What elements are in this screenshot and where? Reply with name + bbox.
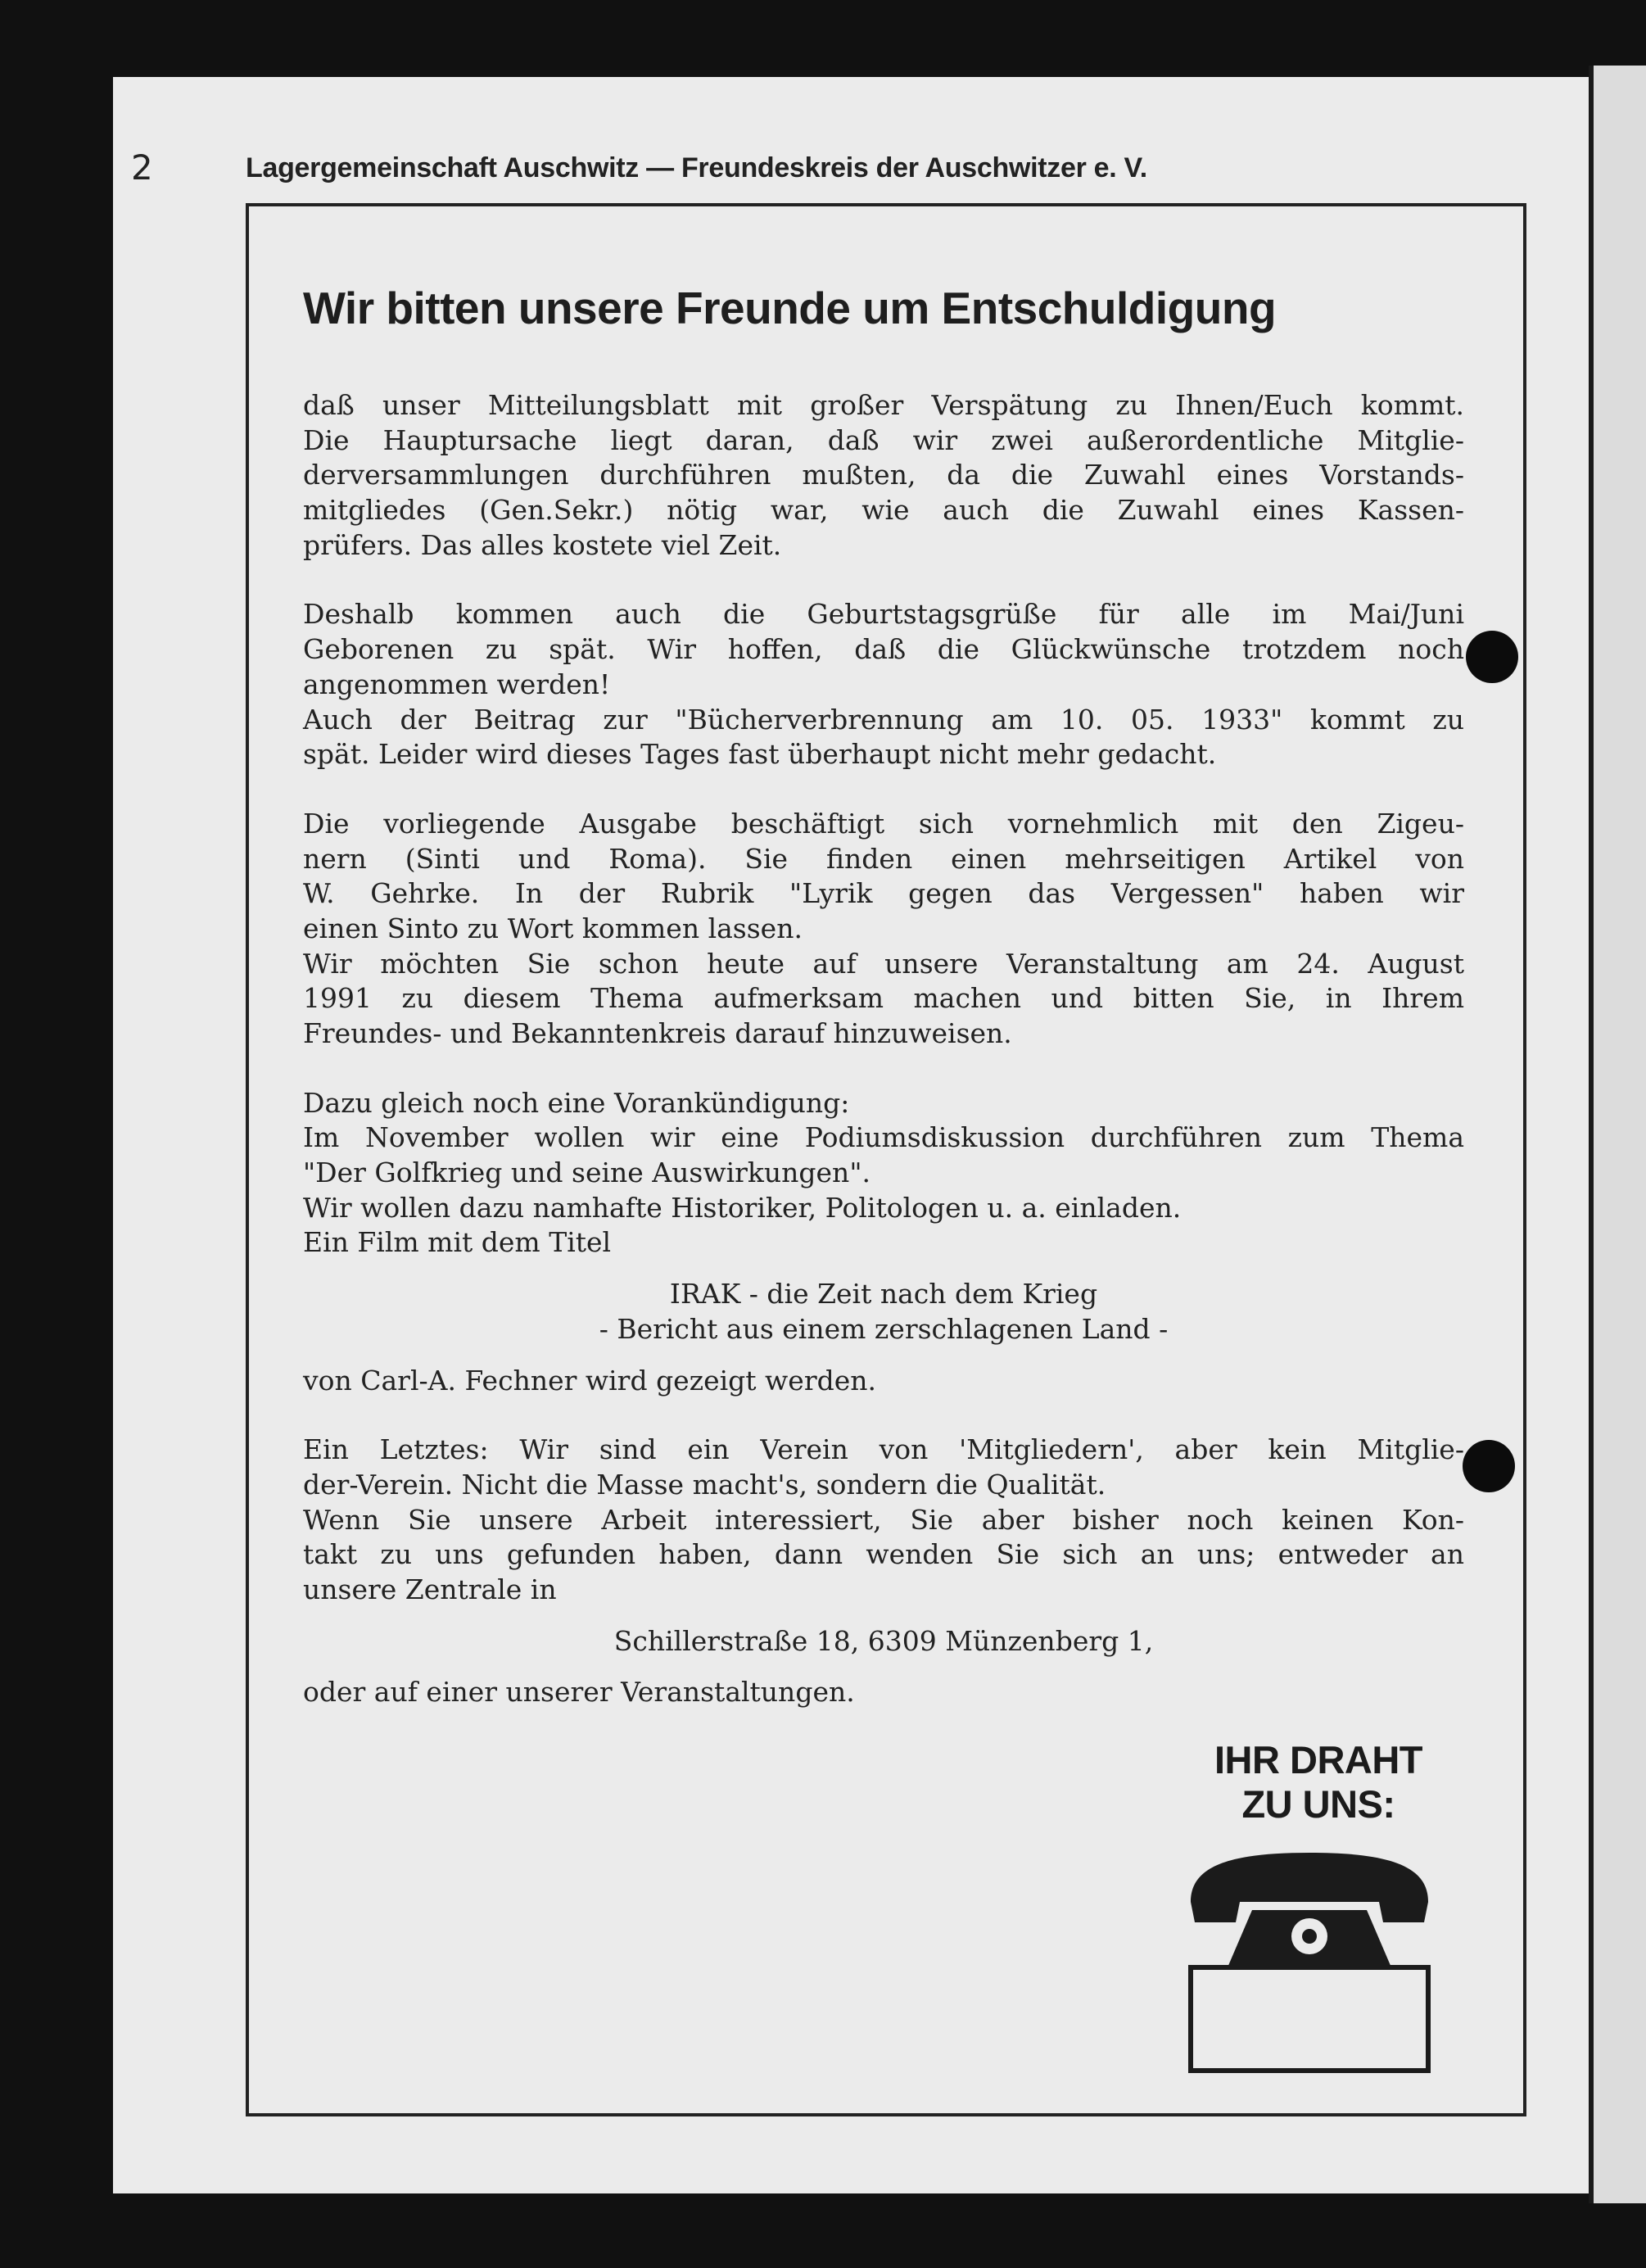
contact-line-1: IHR DRAHT: [1214, 1738, 1422, 1781]
contact-heading: [1171, 1738, 1466, 1827]
text-line: Wir möchten Sie schon heute auf unsere Veranstaltung am 24. August: [303, 947, 1464, 980]
text-line: "Der Golfkrieg und seine Auswirkungen".: [303, 1157, 870, 1189]
text-line: oder auf einer unserer Veranstaltungen.: [303, 1676, 855, 1709]
film-subtitle-line: - Bericht aus einem zerschlagenen Land -: [599, 1312, 1169, 1345]
text-line: der-Verein. Nicht die Masse macht's, sondern die Qualität.: [303, 1468, 1106, 1501]
text-line: Geborenen zu spät. Wir hoffen, daß die Glückwünsche trotzdem noch: [303, 633, 1464, 666]
film-title-line: IRAK - die Zeit nach dem Krieg: [669, 1278, 1098, 1311]
article-body: [303, 388, 1464, 1710]
text-line: Wenn Sie unsere Arbeit interessiert, Sie aber bisher noch keinen Kon-: [303, 1503, 1464, 1536]
text-line: Dazu gleich noch eine Vorankündigung:: [303, 1086, 850, 1119]
text-line: spät. Leider wird dieses Tages fast überhaupt nicht mehr gedacht.: [303, 738, 1217, 771]
article-title: Wir bitten unsere Freunde um Entschuldigung: [303, 283, 1277, 333]
text-line: Ein Letztes: Wir sind ein Verein von 'Mitgliedern', aber kein Mitglie-: [303, 1433, 1464, 1466]
page-header: [131, 147, 1458, 188]
page-number: 2: [131, 147, 153, 188]
text-line: daß unser Mitteilungsblatt mit großer Verspätung zu Ihnen/Euch kommt.: [303, 389, 1464, 421]
article-frame: [246, 203, 1526, 2116]
adjacent-page-edge: [1589, 66, 1646, 2203]
text-line: takt zu uns gefunden haben, dann wenden Sie sich an uns; entweder an: [303, 1538, 1464, 1571]
text-line: 1991 zu diesem Thema aufmerksam machen und bitten Sie, in Ihrem: [303, 982, 1464, 1015]
running-head: Lagergemeinschaft Auschwitz — Freundeskreis der Auschwitzer e. V.: [246, 152, 1147, 183]
text-line: von Carl-A. Fechner wird gezeigt werden.: [303, 1364, 877, 1397]
text-line: Im November wollen wir eine Podiumsdiskussion durchführen zum Thema: [303, 1121, 1464, 1154]
text-line: Deshalb kommen auch die Geburtstagsgrüße für alle im Mai/Juni: [303, 598, 1464, 631]
text-line: angenommen werden!: [303, 668, 611, 700]
text-line: prüfers. Das alles kostete viel Zeit.: [303, 528, 782, 561]
text-line: derversammlungen durchführen mußten, da die Zuwahl eines Vorstands-: [303, 459, 1464, 491]
text-line: Die vorliegende Ausgabe beschäftigt sich vornehmlich mit den Zigeu-: [303, 807, 1464, 840]
text-line: mitgliedes (Gen.Sekr.) nötig war, wie auch die Zuwahl eines Kassen-: [303, 494, 1464, 527]
text-line: Wir wollen dazu namhafte Historiker, Politologen u. a. einladen.: [303, 1191, 1182, 1224]
text-line: nern (Sinti und Roma). Sie finden einen mehrseitigen Artikel von: [303, 842, 1464, 875]
address-line: Schillerstraße 18, 6309 Münzenberg 1,: [613, 1624, 1154, 1657]
text-line: Freundes- und Bekanntenkreis darauf hinzuweisen.: [303, 1017, 1012, 1049]
text-line: einen Sinto zu Wort kommen lassen.: [303, 912, 803, 944]
contact-line-2: ZU UNS:: [1241, 1782, 1395, 1826]
text-line: Die Hauptursache liegt daran, daß wir zwei außerordentliche Mitglie-: [303, 423, 1464, 456]
text-line: W. Gehrke. In der Rubrik "Lyrik gegen das Vergessen" haben wir: [303, 877, 1464, 910]
telephone-icon: [1174, 1845, 1445, 2074]
text-line: unsere Zentrale in: [303, 1573, 557, 1605]
text-line: Ein Film mit dem Titel: [303, 1226, 612, 1259]
text-line: Auch der Beitrag zur "Bücherverbrennung am 10. 05. 1933" kommt zu: [303, 703, 1464, 736]
